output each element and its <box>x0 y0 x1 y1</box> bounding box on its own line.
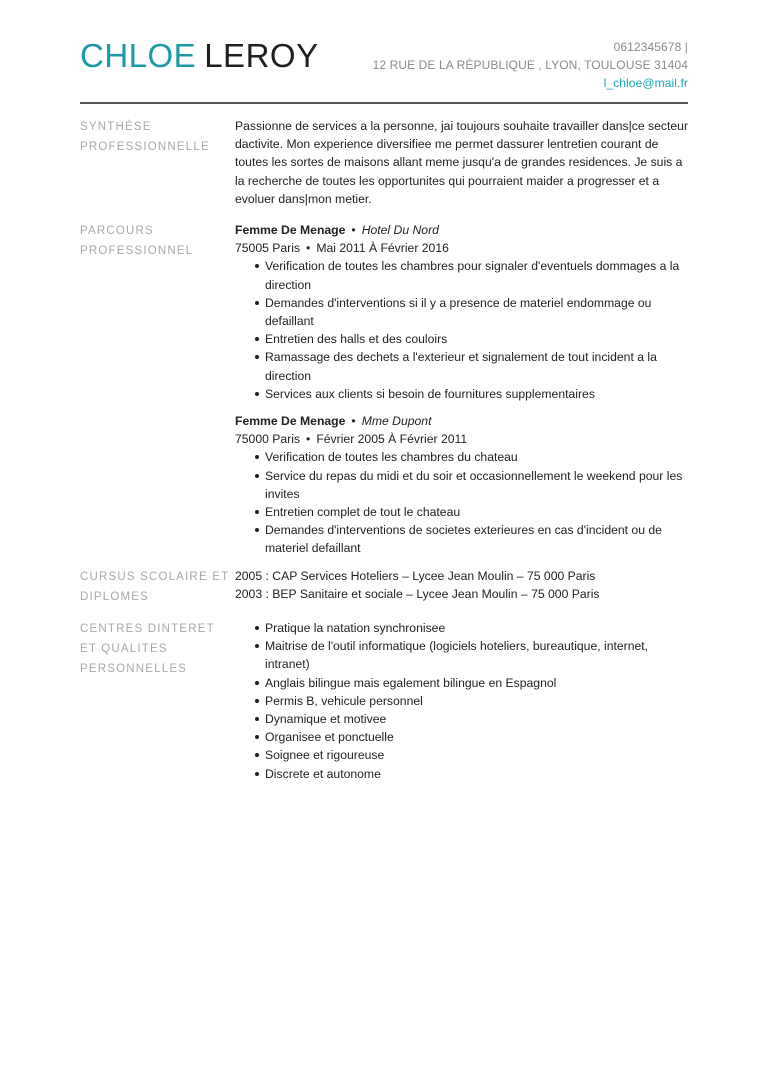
list-item: Demandes d'interventions de societes exterieures en cas d'incident ou de materiel defaillant <box>265 521 690 557</box>
list-item: Soignee et rigoureuse <box>265 746 690 764</box>
separator-dot: • <box>306 432 311 447</box>
email-link[interactable]: l_chloe@mail.fr <box>603 76 688 90</box>
list-item: Pratique la natation synchronisee <box>265 619 690 637</box>
section-label-interests: CENTRES DINTERET ET QUALITES PERSONNELLES <box>80 623 215 675</box>
last-name: LEROY <box>204 37 319 74</box>
education-item: 2003 : BEP Sanitaire et sociale – Lycee Jean Moulin – 75 000 Paris <box>235 587 600 602</box>
interests-body <box>235 619 690 783</box>
list-item: Entretien complet de tout le chateau <box>265 503 690 521</box>
header-divider <box>80 102 688 104</box>
summary-body <box>235 117 690 208</box>
job-title: Femme De Menage <box>235 223 346 237</box>
job-location: 75005 Paris <box>235 241 301 256</box>
list-item: Anglais bilingue mais egalement bilingue en Espagnol <box>265 674 690 692</box>
list-item: Entretien des halls et des couloirs <box>265 330 690 348</box>
job-task-list <box>235 257 690 403</box>
job-meta <box>235 239 690 257</box>
job-task-list <box>235 448 690 557</box>
list-item: Discrete et autonome <box>265 765 690 783</box>
section-label-education: CURSUS SCOLAIRE ET DIPLOMES <box>80 571 230 603</box>
list-item: Dynamique et motivee <box>265 710 690 728</box>
list-item: Permis B, vehicule personnel <box>265 692 690 710</box>
list-item: Services aux clients si besoin de fournitures supplementaires <box>265 385 690 403</box>
section-label-experience: PARCOURS PROFESSIONNEL <box>80 225 194 257</box>
list-item: Organisee et ponctuelle <box>265 728 690 746</box>
list-item: Service du repas du midi et du soir et occasionnellement le weekend pour les invites <box>265 467 690 503</box>
job-entry <box>235 412 690 558</box>
job-company: Hotel Du Nord <box>361 223 439 237</box>
list-item: Demandes d'interventions si il y a presence de materiel endommage ou defaillant <box>265 294 690 330</box>
list-item: Ramassage des dechets a l'exterieur et signalement de tout incident a la direction <box>265 348 690 384</box>
separator-dot: • <box>351 414 356 429</box>
resume-header <box>80 36 688 102</box>
section-label-summary: SYNTHÈSE PROFESSIONNELLE <box>80 121 210 153</box>
job-dates: Février 2005 À Février 2011 <box>316 432 468 447</box>
job-heading <box>235 221 690 239</box>
phone-number: 0612345678 | <box>613 40 688 54</box>
candidate-name <box>80 36 319 76</box>
education-item: 2005 : CAP Services Hoteliers – Lycee Jean Moulin – 75 000 Paris <box>235 569 596 583</box>
list-item: Maitrise de l'outil informatique (logiciels hoteliers, bureautique, internet, intranet) <box>265 637 690 673</box>
separator-dot: • <box>351 223 356 237</box>
job-entry <box>235 221 690 403</box>
job-location: 75000 Paris <box>235 432 301 447</box>
job-dates: Mai 2011 À Février 2016 <box>316 241 449 256</box>
summary-text: Passionne de services a la personne, jai toujours souhaite travailler dans|ce secteur dactivite. Mon experience diversifiee me permet dassurer lentretien courant de toutes les sortes de maisons allant meme jusqu'a de grandes residences. Je suis a la recherche de toutes les opportunites qui pourraient maider a progresser et a evoluer dans|mon metier. <box>235 119 689 206</box>
contact-block <box>373 38 688 92</box>
experience-body <box>235 221 690 567</box>
interests-list <box>235 619 690 783</box>
education-body <box>235 567 690 603</box>
list-item: Verification de toutes les chambres du chateau <box>265 448 690 466</box>
list-item: Verification de toutes les chambres pour signaler d'eventuels dommages a la direction <box>265 257 690 293</box>
job-title: Femme De Menage <box>235 414 346 429</box>
first-name: CHLOE <box>80 37 197 74</box>
job-meta <box>235 430 690 448</box>
postal-address: 12 RUE DE LA RÉPUBLIQUE , LYON, TOULOUSE 31404 <box>372 58 688 72</box>
job-heading <box>235 412 690 430</box>
separator-dot: • <box>306 241 311 256</box>
job-company: Mme Dupont <box>361 414 432 429</box>
